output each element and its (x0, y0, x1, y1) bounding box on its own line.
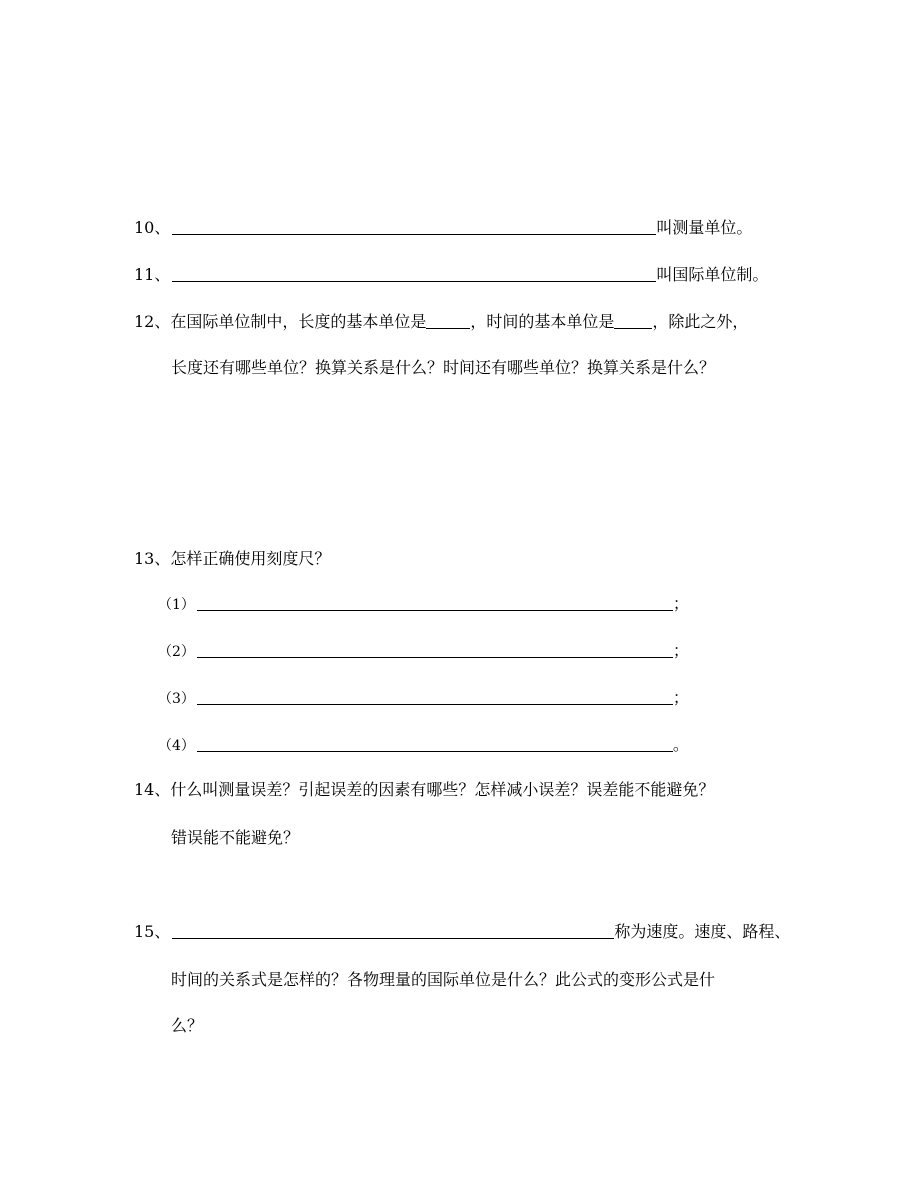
question-text: ，时间的基本单位是 (470, 312, 615, 331)
question-number: 13、 (134, 549, 171, 568)
sub-item-4 (158, 735, 689, 756)
question-text: 么？ (171, 1016, 204, 1035)
question-number: 15、 (134, 922, 171, 941)
question-text: 叫测量单位。 (656, 218, 753, 237)
question-15-line-2 (171, 970, 715, 990)
answer-blank[interactable] (197, 735, 673, 752)
sub-item-label: （1） (158, 597, 195, 613)
answer-blank[interactable] (197, 688, 673, 705)
question-text: 称为速度。速度、路程、 (614, 922, 791, 941)
question-text: 时间的关系式是怎样的？各物理量的国际单位是什么？此公式的变形公式是什 (171, 970, 716, 989)
sub-item-label: （2） (158, 644, 195, 660)
answer-blank[interactable] (172, 218, 656, 235)
sub-item-3 (158, 688, 689, 709)
question-15-line-3 (171, 1016, 203, 1036)
question-number: 12、 (134, 312, 171, 331)
answer-blank[interactable] (197, 594, 673, 611)
question-text: 错误能不能避免？ (171, 828, 300, 847)
question-13 (134, 549, 330, 569)
question-number: 11、 (134, 265, 171, 284)
question-text: 叫国际单位制。 (656, 265, 769, 284)
question-15 (134, 922, 790, 942)
answer-blank[interactable] (172, 922, 614, 939)
question-text: ，除此之外， (652, 312, 749, 331)
question-11 (134, 265, 768, 285)
sub-item-label: （3） (158, 691, 195, 707)
question-number: 14、 (134, 780, 171, 799)
sub-item-1 (158, 594, 689, 615)
question-number: 10、 (134, 218, 171, 237)
question-14-line-2 (171, 828, 299, 848)
question-text: 怎样正确使用刻度尺？ (170, 549, 331, 568)
question-14 (134, 780, 714, 800)
sub-item-end: ； (672, 641, 689, 660)
sub-item-end: 。 (672, 735, 689, 754)
question-text: 什么叫测量误差？引起误差的因素有哪些？怎样减小误差？误差能不能避免？ (170, 780, 715, 799)
sub-item-end: ； (672, 594, 689, 613)
sub-item-end: ； (672, 688, 689, 707)
answer-blank[interactable] (172, 265, 656, 282)
question-12-line-2 (171, 358, 715, 378)
question-text: 在国际单位制中，长度的基本单位是 (170, 312, 427, 331)
question-12 (134, 312, 748, 332)
question-10 (134, 218, 752, 238)
answer-blank[interactable] (426, 312, 470, 329)
question-text: 长度还有哪些单位？换算关系是什么？时间还有哪些单位？换算关系是什么？ (171, 358, 716, 377)
answer-blank[interactable] (614, 312, 652, 329)
answer-blank[interactable] (197, 641, 673, 658)
sub-item-label: （4） (158, 738, 195, 754)
sub-item-2 (158, 641, 689, 662)
